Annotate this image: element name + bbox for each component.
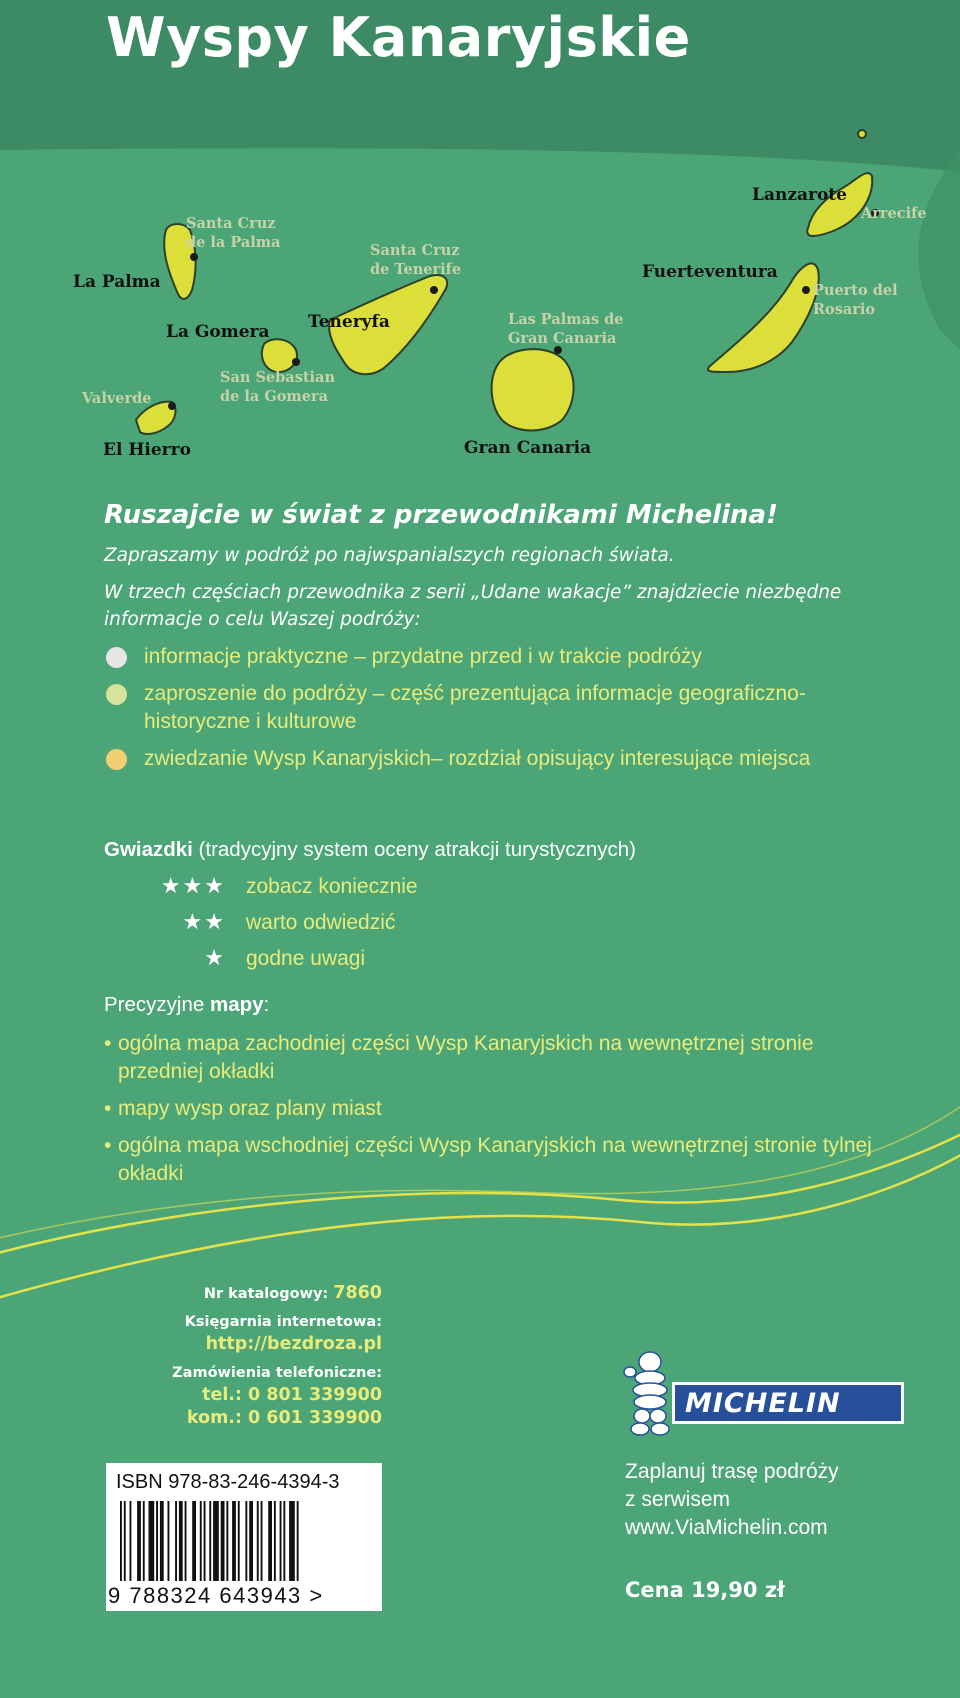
viamichelin-info: Zaplanuj trasę podróży z serwisem www.ViaMichelin.com (625, 1458, 839, 1542)
phone-kom: kom.: 0 601 339900 (186, 1408, 382, 1428)
bullet-dot-icon (106, 684, 127, 705)
intro-section (104, 500, 904, 782)
guide-parts-list (104, 643, 904, 773)
bullet-dot-icon (106, 749, 127, 770)
barcode-digits: 9 788324 643943 > (108, 1583, 324, 1608)
bookshop-url[interactable]: http://bezdroza.pl (205, 1334, 382, 1354)
list-item: • mapy wysp oraz plany miast (104, 1095, 904, 1123)
stars-heading: Gwiazdki (tradycyjny system oceny atrakcji turystycznych) (104, 838, 637, 861)
town-label-valverde: Valverde (82, 390, 152, 407)
island-label-la-gomera: La Gomera (166, 322, 270, 342)
islet-north (858, 130, 866, 138)
star-label: warto odwiedzić (246, 911, 396, 934)
bullet-icon: • (104, 1097, 112, 1120)
catalog-number-label: Nr katalogowy: (203, 1286, 334, 1302)
catalog-info (172, 1282, 382, 1437)
town-label-santa-cruz-palma: Santa Cruz de la Palma (186, 215, 281, 251)
list-item: • ogólna mapa wschodniej części Wysp Kanaryjskich na wewnętrznej stronie tylnej okładki (104, 1134, 872, 1185)
bullet-dot-icon (106, 647, 127, 668)
town-label-san-sebastian: San Sebastian de la Gomera (220, 369, 335, 405)
intro-paragraph-1: Zapraszamy w podróż po najwspanialszych regionach świata. (104, 545, 675, 566)
star-label: zobacz koniecznie (246, 875, 418, 898)
island-label-fuerteventura: Fuerteventura (642, 262, 778, 282)
star-icon: ★ (204, 946, 226, 971)
island-gran-canaria (492, 349, 574, 430)
island-label-el-hierro: El Hierro (103, 440, 191, 460)
island-label-la-palma: La Palma (73, 272, 161, 292)
bookshop-label: Księgarnia internetowa: (184, 1314, 382, 1330)
isbn-barcode (106, 1463, 382, 1611)
barcode-bars (120, 1501, 368, 1585)
intro-paragraph-2: W trzech częściach przewodnika z serii „Udane wakacje” znajdziecie niezbędne informacje o celu Waszej podróży: (104, 582, 842, 630)
list-item: zwiedzanie Wysp Kanaryjskich– rozdział opisujący interesujące miejsca (104, 745, 904, 773)
phone-tel: tel.: 0 801 339900 (202, 1385, 382, 1405)
town-label-puerto-del-rosario: Puerto del Rosario (813, 282, 898, 318)
viamichelin-url[interactable]: www.ViaMichelin.com (625, 1516, 828, 1539)
town-label-arrecife: Arrecife (861, 205, 927, 222)
star-icon: ★★ (182, 910, 226, 935)
bullet-icon: • (104, 1032, 112, 1055)
intro-title: Ruszajcie w świat z przewodnikami Michelina! (104, 500, 778, 530)
list-item: zaproszenie do podróży – część prezentująca informacje geograficzno-historyczne i kulturowe (104, 680, 904, 736)
maps-heading: Precyzyjne mapy: (104, 993, 270, 1016)
star-label: godne uwagi (246, 947, 366, 970)
page-title: Wyspy Kanaryjskie (106, 6, 691, 69)
town-label-santa-cruz-tenerife: Santa Cruz de Tenerife (370, 242, 462, 278)
maps-list (104, 1030, 904, 1197)
phone-orders-label: Zamówienia telefoniczne: (172, 1365, 382, 1381)
catalog-number: 7860 (333, 1283, 382, 1303)
price: Cena 19,90 zł (625, 1578, 785, 1602)
michelin-wordmark: MICHELIN (672, 1382, 904, 1424)
star-icon: ★★★ (160, 874, 226, 899)
coast-shadow (918, 150, 960, 350)
island-label-teneryfa: Teneryfa (308, 312, 390, 332)
isbn-text: ISBN 978-83-246-4394-3 (116, 1471, 340, 1493)
bullet-icon: • (104, 1134, 112, 1157)
list-item: • ogólna mapa zachodniej części Wysp Kanaryjskich na wewnętrznej stronie przedniej okładki (104, 1032, 814, 1083)
bibendum-icon (620, 1350, 680, 1440)
town-label-las-palmas: Las Palmas de Gran Canaria (508, 311, 624, 347)
island-label-lanzarote: Lanzarote (752, 185, 847, 205)
list-item: informacje praktyczne – przydatne przed i w trakcie podróży (104, 643, 904, 671)
island-label-gran-canaria: Gran Canaria (464, 438, 592, 458)
